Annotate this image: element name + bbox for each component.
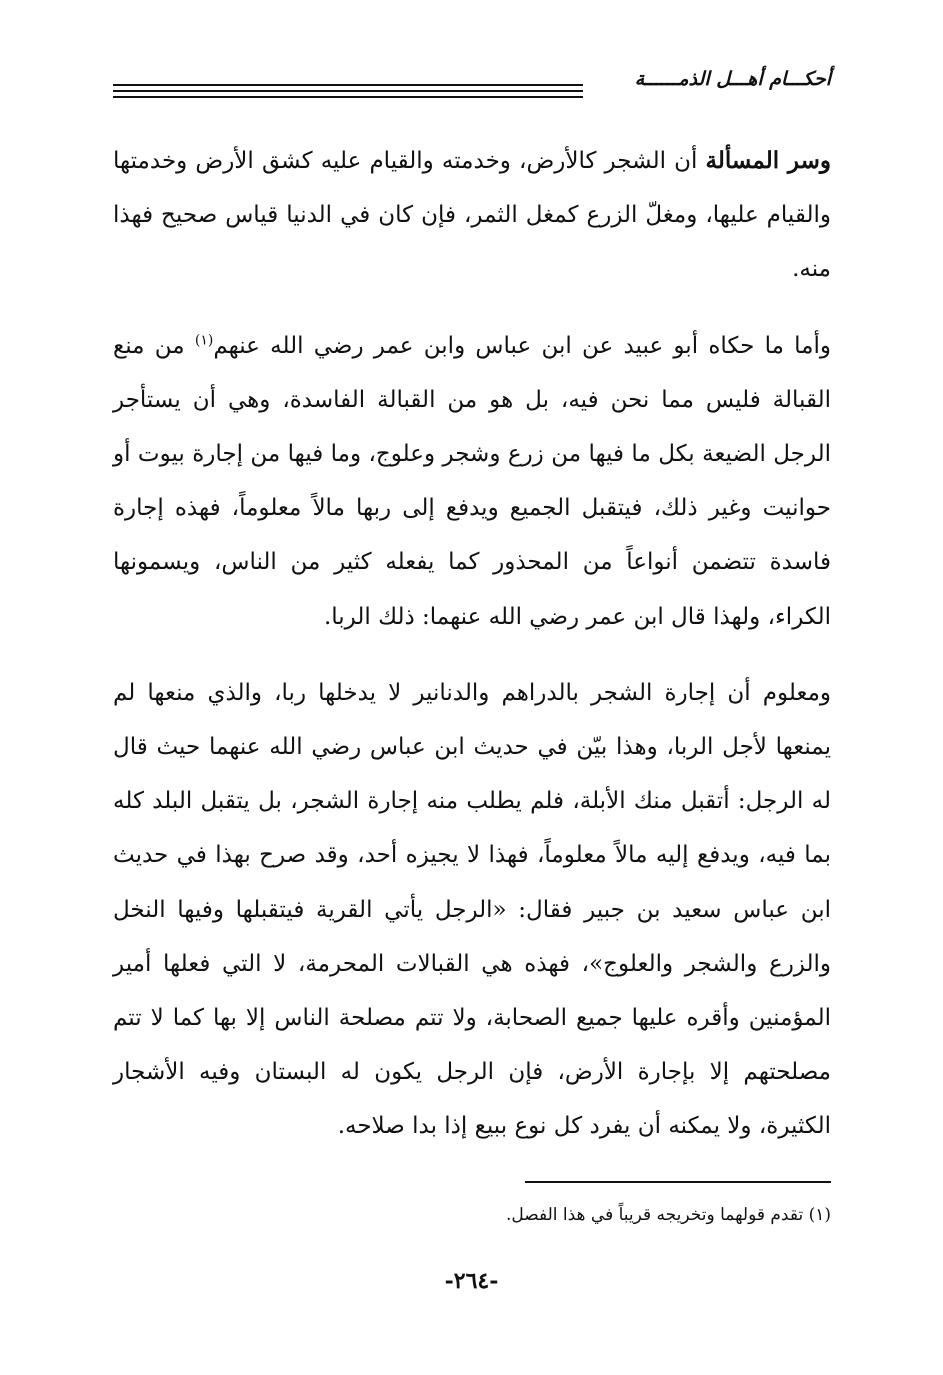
paragraph-2 <box>113 319 831 644</box>
footnote-text: (١) تقدم قولهما وتخريجه قريباً في هذا الفصل. <box>505 1205 831 1225</box>
page-number: -٢٦٤- <box>444 1268 499 1294</box>
paragraph-3 <box>113 666 831 1154</box>
header-rule-line-1 <box>113 84 583 86</box>
header-rule-line-3 <box>113 96 583 98</box>
header-title: أحكـــام أهـــل الذمــــــة <box>634 68 831 90</box>
main-text <box>113 134 831 1176</box>
paragraph-2-text-after: من منع القبالة فليس مما نحن فيه، بل هو من القبالة الفاسدة، وهي أن يستأجر الرجل الضيعة بكل ما فيها من زرع وشجر وعلوج، وما فيها من إجارة بيوت أو حوانيت وغير ذلك، فيتقبل الجميع ويدفع إلى ربها مالاً معلوماً، فهذه إجارة فاسدة تتضمن أنواعاً من المحذور كما يفعله كثير من الناس، ويسمونها الكراء، ولهذا قال ابن عمر رضي الله عنهما: ذلك الربا. <box>113 332 831 630</box>
footnote-reference[interactable]: (١) <box>194 331 214 348</box>
running-header <box>113 68 831 104</box>
paragraph-3-text: ومعلوم أن إجارة الشجر بالدراهم والدنانير لا يدخلها ربا، والذي منعها لم يمنعها لأجل الربا، وهذا بيّن في حديث ابن عباس رضي الله عنهما حيث قال له الرجل: أتقبل منك الأبلة، فلم يطلب منه إجارة الشجر، بل يتقبل البلد كله بما فيه، ويدفع إليه مالاً معلوماً، فهذا لا يجيزه أحد، وقد صرح بهذا في حديث ابن عباس سعيد بن جبير فقال: «الرجل يأتي القرية فيتقبلها وفيها النخل والزرع والشجر والعلوج»، فهذه هي القبالات المحرمة، لا التي فعلها أمير المؤمنين وأقره عليها جميع الصحابة، ولا تتم مصلحة الناس إلا بها كما لا تتم مصلحتهم إلا بإجارة الأرض، فإن الرجل يكون له البستان وفيه الأشجار الكثيرة، ولا يمكنه أن يفرد كل نوع ببيع إذا بدا صلاحه. <box>113 679 831 1140</box>
paragraph-1 <box>113 134 831 297</box>
header-rule <box>113 84 583 102</box>
paragraph-1-lead: وسر المسألة <box>705 147 831 174</box>
paragraph-2-text-before: وأما ما حكاه أبو عبيد عن ابن عباس وابن عمر رضي الله عنهم <box>213 332 831 359</box>
header-rule-line-2 <box>113 90 583 92</box>
footnote-separator <box>525 1181 831 1183</box>
paragraph-1-text: أن الشجر كالأرض، وخدمته والقيام عليه كشق الأرض وخدمتها والقيام عليها، ومغلّ الزرع كمغل الثمر، فإن كان في الدنيا قياس صحيح فهذا منه. <box>113 148 831 283</box>
